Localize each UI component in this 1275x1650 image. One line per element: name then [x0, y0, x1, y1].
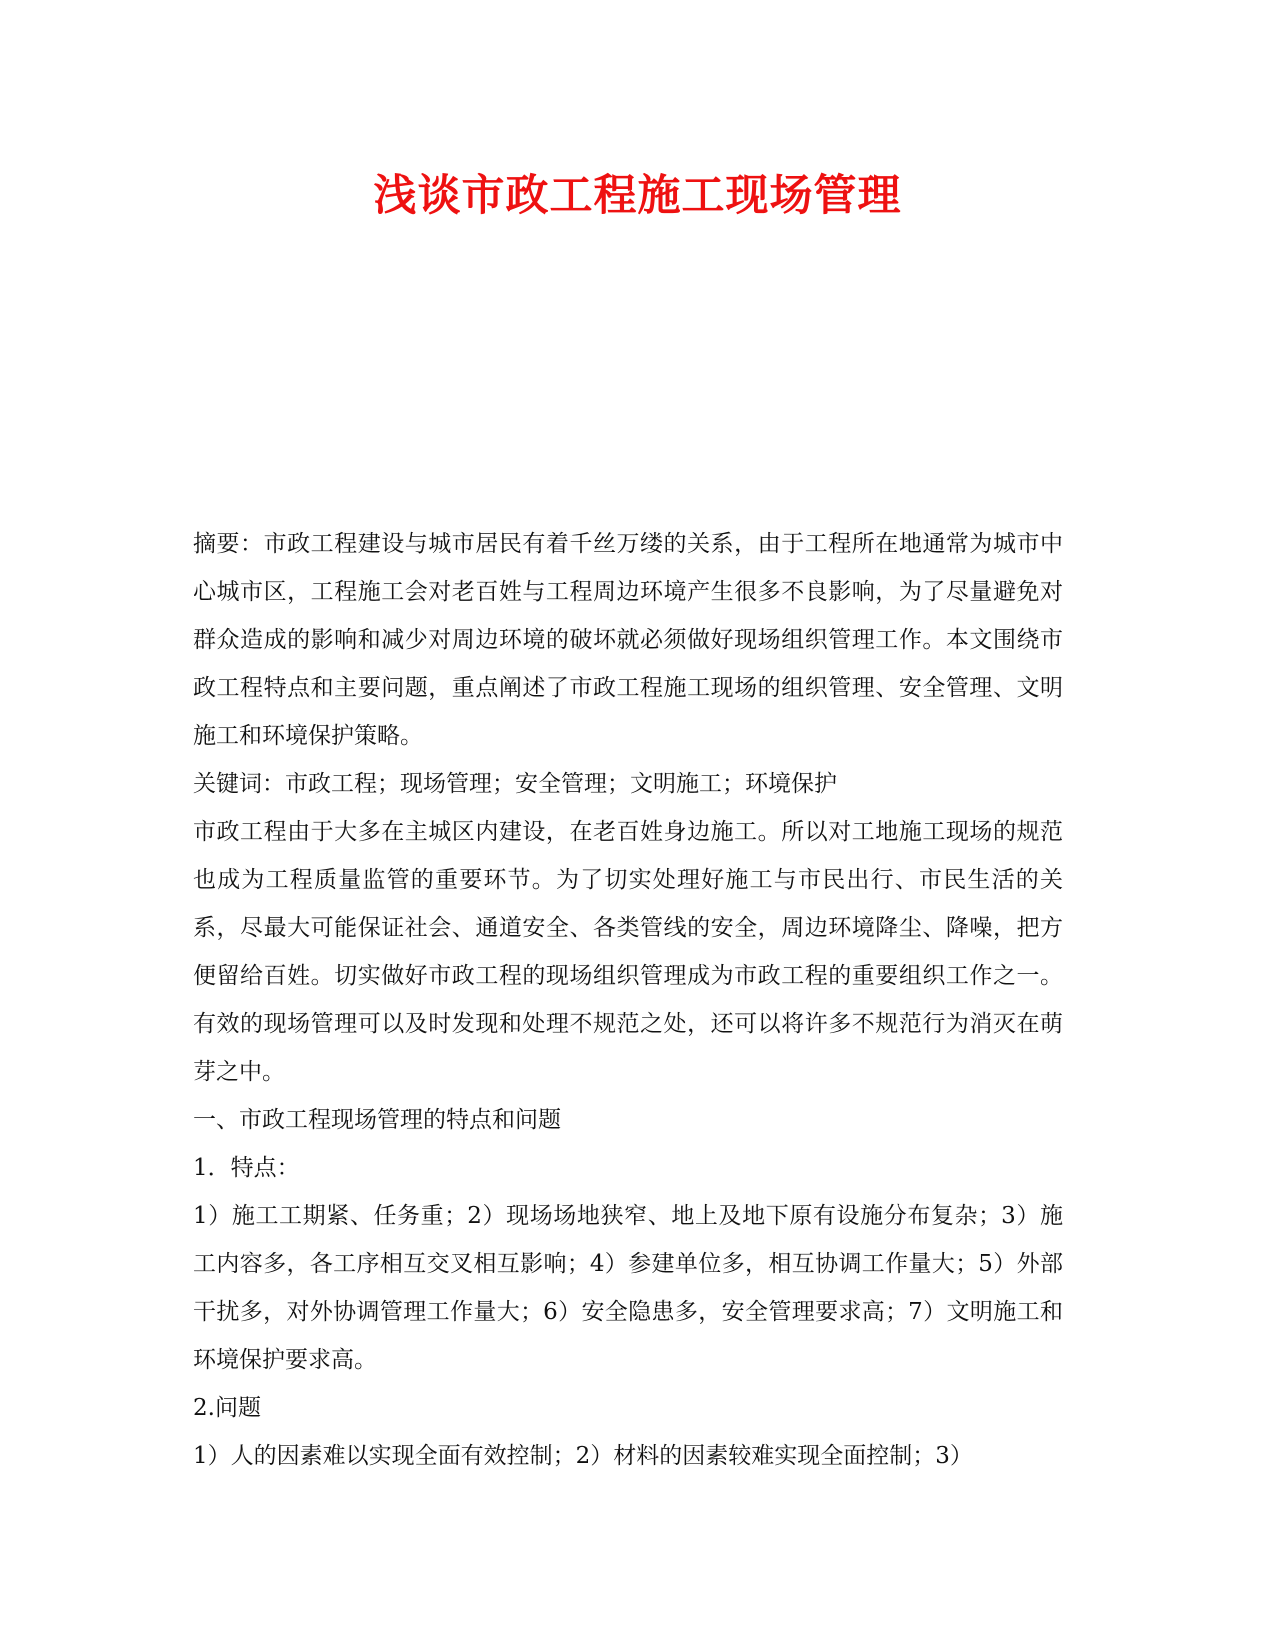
subsection-heading-features: 1．特点： [193, 1155, 300, 1181]
problems-paragraph: 1）人的因素难以实现全面有效控制；2）材料的因素较难实现全面控制；3） [193, 1443, 973, 1469]
subsection-heading-problems: 2.问题 [193, 1395, 261, 1421]
features-paragraph: 1）施工工期紧、任务重；2）现场场地狭窄、地上及地下原有设施分布复杂；3）施工内容多，各工序相互交叉相互影响；4）参建单位多，相互协调工作量大；5）外部干扰多，对外协调管理工作量大；6）安全隐患多，安全管理要求高；7）文明施工和环境保护要求高。 [193, 1203, 1063, 1373]
document-body [193, 520, 1063, 1480]
abstract-paragraph: 摘要：市政工程建设与城市居民有着千丝万缕的关系，由于工程所在地通常为城市中心城市区，工程施工会对老百姓与工程周边环境产生很多不良影响，为了尽量避免对群众造成的影响和减少对周边环境的破坏就必须做好现场组织管理工作。本文围绕市政工程特点和主要问题，重点阐述了市政工程施工现场的组织管理、安全管理、文明施工和环境保护策略。 [193, 531, 1063, 749]
intro-paragraph: 市政工程由于大多在主城区内建设，在老百姓身边施工。所以对工地施工现场的规范也成为工程质量监管的重要环节。为了切实处理好施工与市民出行、市民生活的关系，尽最大可能保证社会、通道安全、各类管线的安全，周边环境降尘、降噪，把方便留给百姓。切实做好市政工程的现场组织管理成为市政工程的重要组织工作之一。有效的现场管理可以及时发现和处理不规范之处，还可以将许多不规范行为消灭在萌芽之中。 [193, 819, 1063, 1085]
document-title: 浅谈市政工程施工现场管理 [373, 171, 902, 221]
keywords-paragraph: 关键词：市政工程；现场管理；安全管理；文明施工；环境保护 [193, 771, 837, 797]
section-heading-1: 一、市政工程现场管理的特点和问题 [193, 1107, 561, 1133]
